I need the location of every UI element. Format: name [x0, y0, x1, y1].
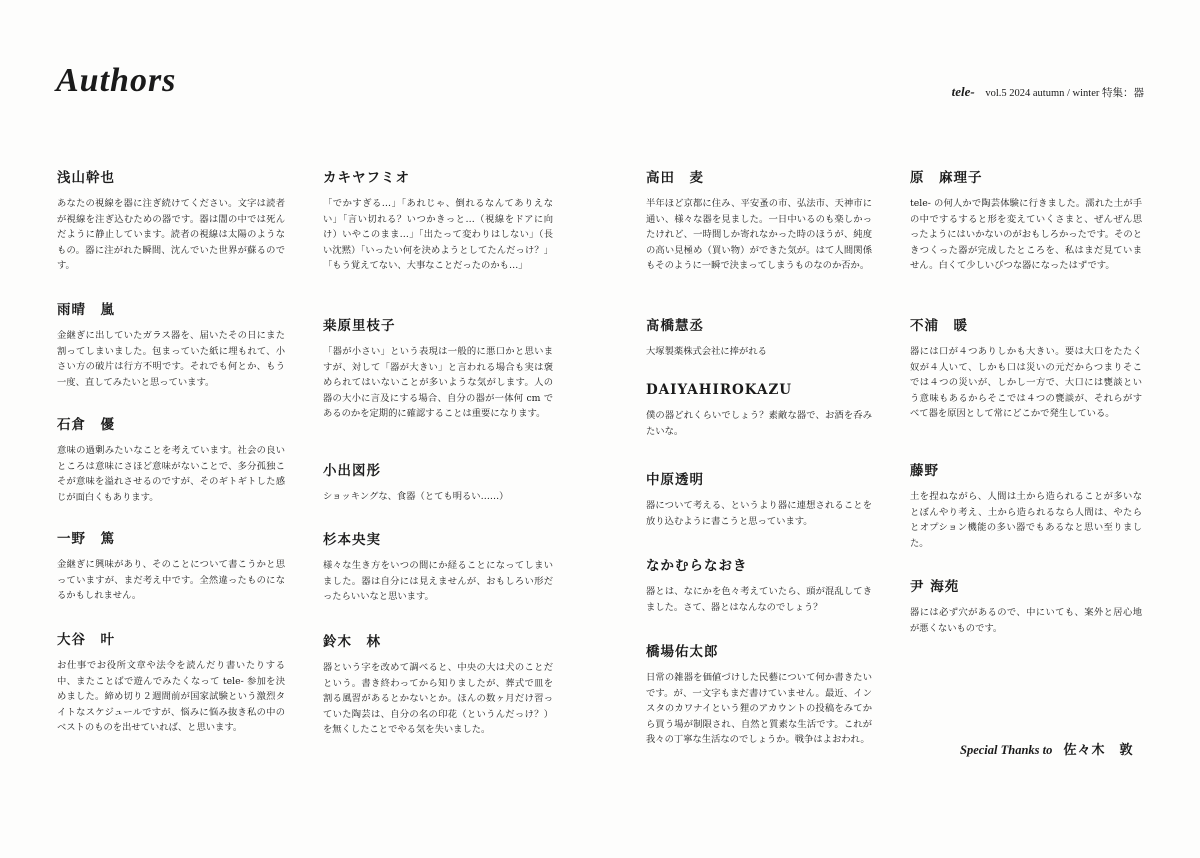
special-thanks [960, 739, 1133, 758]
author-entry [57, 298, 285, 390]
author-bio: あなたの視線を器に注ぎ続けてください。文字は読者が視線を注ぎ込むための器です。器は闇の中では死んだように静止しています。読者の視線は太陽のようなもの。器に注がれた瞬間、沈んでいた世界が蘇るのです。 [57, 198, 285, 272]
author-entry [323, 166, 553, 274]
author-bio: 僕の器どれくらいでしょう？素敵な器で、お酒を呑みたいな。 [646, 410, 872, 437]
author-bio: 器には口が４つありしかも大きい。要は大口をたたく奴が４人いて、しかも口は災いの元だからつまりそこでは４つの災いが、しかし一方で、大口には甕談という意味もあるからそこでは４つの甕談が、それらがすべて器を原因として常にどこかで発生している。 [910, 346, 1142, 420]
author-name: 鈴木 林 [323, 634, 381, 650]
author-name: 中原透明 [646, 472, 704, 488]
author-bio: 金継ぎに出していたガラス器を、届いたその日にまた割ってしまいました。包まっていた紙に埋もれて、小さい方の破片は行方不明です。それでも何とか、もう一度、直してみたいと思っています。 [57, 330, 285, 388]
author-bio: tele- の何人かで陶芸体験に行きました。濡れた土が手の中でするすると形を変えていくさまと、ぜんぜん思ったようにはいかないのがおもしろかったです。そのときつくった器が完成したところを、私はまだ見ていません。白くて少しいびつな器になったはずです。 [910, 198, 1142, 272]
author-name: なかむらなおき [646, 558, 748, 574]
author-entry [646, 554, 872, 615]
author-bio: お仕事でお役所文章や法令を読んだり書いたりする中、またことばで遊んでみたくなって tele- 参加を決めました。締め切り２週間前が国家試験という激烈タイトなスケジュールですが、悩みに悩み抜き私の中のベストのものを出せていれば、と思います。 [57, 660, 285, 734]
author-bio: 日常の雑器を価値づけした民藝について何か書きたいです。が、一文字もまだ書けていません。最近、インスタのカワナイという狸のアカウントの投稿をみてから買う場が制限され、自然と質素な生活です。これが我々の丁寧な生活なのでしょうか。戦争はよおわれ。 [646, 672, 872, 746]
author-name: 高田 麦 [646, 170, 704, 186]
author-entry [910, 459, 1142, 551]
author-bio: 器には必ず穴があるので、中にいても、案外と居心地が悪くないものです。 [910, 607, 1142, 634]
author-name: 石倉 優 [57, 417, 115, 433]
author-bio: 半年ほど京都に住み、平安蚤の市、弘法市、天神市に通い、様々な器を見ました。一日中いるのも楽しかったけれど、一時間しか寄れなかった時のほうが、純度の高い見極め（買い物）ができた気が。はて人間関係もそのように一瞬で決まってしまうものなのか否か。 [646, 198, 872, 272]
author-bio: ショッキングな、食器（とても明るい……） [323, 491, 509, 502]
author-bio: 意味の過剰みたいなことを考えています。社会の良いところは意味にさほど意味がないことで、多分孤独こそが意味を溢れさせるのですが、そのギトギトした感じが面白くもあります。 [57, 445, 285, 503]
author-entry [57, 628, 285, 736]
author-bio: 器とは、なにかを色々考えていたら、頭が混乱してきました。さて、器とはなんなのでしょう？ [646, 586, 872, 613]
author-name: 不浦 暖 [910, 318, 968, 334]
author-entry [910, 166, 1142, 274]
page-title: Authors [56, 62, 177, 99]
author-bio: 土を捏ねながら、人間は土から造られることが多いなとぼんやり考え、土から造られるなら人間は、やたらとオプション機能の多い器でもあるなと思い至りました。 [910, 491, 1142, 549]
author-name: 雨晴 嵐 [57, 302, 115, 318]
author-entry [910, 575, 1142, 636]
author-entry [57, 413, 285, 505]
author-entry [57, 527, 285, 604]
author-entry [323, 314, 553, 422]
author-bio: 大塚製薬株式会社に捧がれる [646, 346, 767, 357]
author-bio: 器について考える、というより器に連想されることを放り込むように書こうと思っています。 [646, 500, 872, 527]
author-bio: 「器が小さい」という表現は一般的に悪口かと思いますが、対して「器が大きい」と言われる場合も実は褒められてはいないことが多いような気がします。人の器の大小に言及にする場合、自分の器が一体何 cm であるのかを定期的に確認することは重要になります。 [323, 346, 553, 420]
special-thanks-name: 佐々木 敦 [1063, 743, 1134, 758]
author-entry [323, 459, 553, 505]
author-name: 原 麻理子 [910, 170, 983, 186]
author-name: 小出図彤 [323, 463, 381, 479]
magazine-brand: tele- [951, 84, 975, 99]
author-entry [646, 382, 872, 439]
author-entry [57, 166, 285, 274]
special-thanks-label: Special Thanks to [960, 743, 1053, 757]
author-entry [910, 314, 1142, 422]
author-name: カキヤフミオ [323, 170, 410, 186]
author-bio: 金継ぎに興味があり、そのことについて書こうかと思っていますが、まだ考え中です。全然違ったものになるかもしれません。 [57, 559, 285, 602]
author-entry [646, 166, 872, 274]
issue-info: vol.5 2024 autumn / winter 特集：器 [985, 88, 1144, 99]
author-name: 髙橋慧丞 [646, 318, 704, 334]
author-entry [323, 528, 553, 605]
author-bio: 様々な生き方をいつの間にか経ることになってしまいました。器は自分には見えませんが、おもしろい形だったらいいなと思います。 [323, 560, 553, 603]
author-bio: 「でかすぎる…」「あれじゃ、倒れるなんてありえない」「言い切れる？いつかきっと…（視線をドアに向け）いやこのまま…」「出たって変わりはしない」（長い沈黙）「いったい何を決めようとしてたんだっけ？」「もう覚えてない、大事なことだったのかも…」 [323, 198, 553, 272]
author-entry [646, 468, 872, 529]
author-name: 浅山幹也 [57, 170, 115, 186]
author-name: 藤野 [910, 463, 939, 479]
author-name: 尹 海苑 [910, 579, 960, 595]
masthead [952, 84, 1144, 100]
author-entry [646, 314, 872, 360]
author-name: DAIYAHIROKAZU [646, 382, 793, 398]
author-name: 一野 篤 [57, 531, 115, 547]
author-name: 杉本央実 [323, 532, 381, 548]
author-name: 橋場佑太郎 [646, 644, 719, 660]
author-bio: 器という字を改めて調べると、中央の大は犬のことだという。書き終わってから知りましたが、葬式で皿を割る風習があるとかないとか。ほんの数ヶ月だけ習っていた陶芸は、自分の名の印花（というんだっけ？）を無くしたことでやる気を失いました。 [323, 662, 553, 736]
author-entry [646, 640, 872, 748]
author-name: 桒原里枝子 [323, 318, 396, 334]
author-entry [323, 630, 553, 738]
author-name: 大谷 叶 [57, 632, 115, 648]
